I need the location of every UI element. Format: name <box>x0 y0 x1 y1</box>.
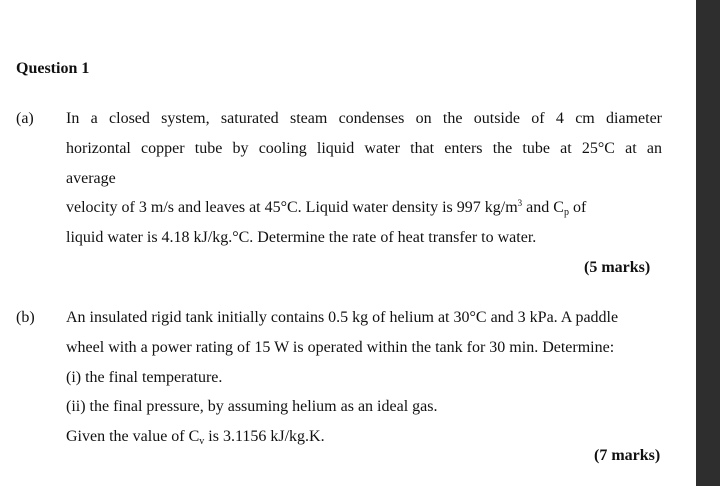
part-b-line-5-text: Given the value of C <box>66 428 200 445</box>
part-b-line-5 <box>66 428 325 446</box>
part-a-line-4-text: velocity of 3 m/s and leaves at 45°C. Liquid water density is 997 kg/m <box>66 199 518 216</box>
part-a-marks: (5 marks) <box>584 259 651 276</box>
cv-subscript: v <box>199 436 205 447</box>
part-a-line-1: In a closed system, saturated steam condenses on the outside of 4 cm diameter <box>66 110 662 127</box>
question-title: Question 1 <box>16 60 90 77</box>
part-b-label: (b) <box>16 309 35 326</box>
part-a-line-4-mid: and C <box>522 199 564 216</box>
part-b-marks: (7 marks) <box>594 447 661 464</box>
part-a-line-4 <box>66 199 586 217</box>
cp-subscript: p <box>563 207 569 218</box>
part-a-label: (a) <box>16 110 34 127</box>
part-a-line-3: average <box>66 170 116 187</box>
part-a-line-5: liquid water is 4.18 kJ/kg.°C. Determine the rate of heat transfer to water. <box>66 229 537 246</box>
part-b-line-1: An insulated rigid tank initially contains 0.5 kg of helium at 30°C and 3 kPa. A paddle <box>66 309 619 326</box>
part-b-line-5-end: is 3.1156 kJ/kg.K. <box>204 428 325 445</box>
part-a-line-2: horizontal copper tube by cooling liquid water that enters the tube at 25°C at an <box>66 140 662 157</box>
part-b-line-3: (i) the final temperature. <box>66 369 223 386</box>
window-edge-bar <box>696 0 720 486</box>
cubic-superscript: 3 <box>517 198 523 208</box>
part-a-line-4-end: of <box>568 199 587 216</box>
part-b-line-2: wheel with a power rating of 15 W is operated within the tank for 30 min. Determine: <box>66 339 615 356</box>
part-b-line-4: (ii) the final pressure, by assuming helium as an ideal gas. <box>66 398 438 415</box>
